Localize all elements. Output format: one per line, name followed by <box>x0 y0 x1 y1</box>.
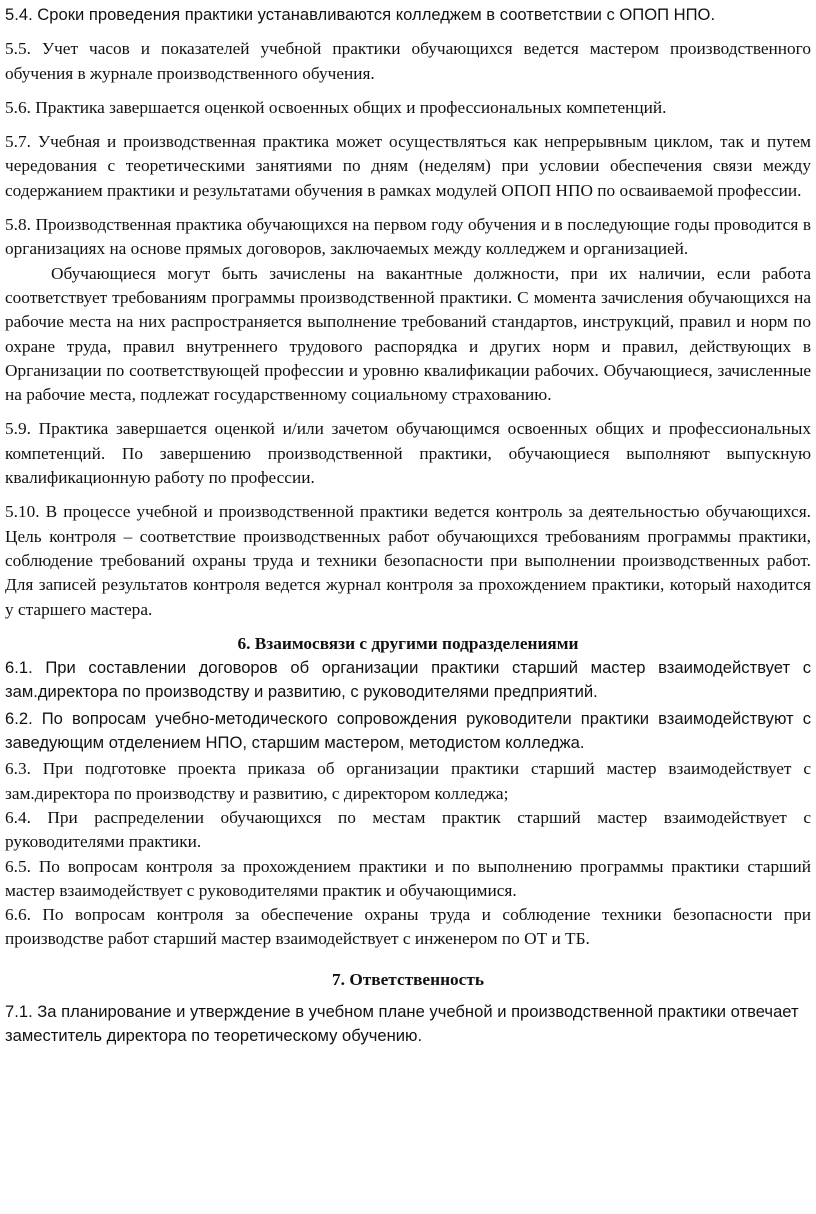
paragraph-6-6: 6.6. По вопросам контроля за обеспечение охраны труда и соблюдение техники безопасности при производстве работ старший мастер взаимодействует с инженером по ОТ и ТБ. <box>5 905 811 949</box>
paragraph-5-8-continued: Обучающиеся могут быть зачислены на вакантные должности, при их наличии, если работа соответствует требованиям программы производственной практики. С момента зачисления обучающихся на рабочие места на них распространяется выполнение требований стандартов, инструкций, правил и норм по охране труда, правил внутреннего трудового распорядка и других норм и правил, действующих в Организации по соответствующей профессии и уровню квалификации рабочих. Обучающиеся, зачисленные на рабочие места, подлежат государственному социальному страхованию. <box>5 263 811 405</box>
paragraph-6-5: 6.5. По вопросам контроля за прохождением практики и по выполнению программы практики старший мастер взаимодействует с руководителями практик и обучающимися. <box>5 856 811 900</box>
paragraph-5-5: 5.5. Учет часов и показателей учебной практики обучающихся ведется мастером производственного обучения в журнале производственного обучения. <box>5 39 811 83</box>
paragraph-5-4: 5.4. Сроки проведения практики устанавливаются колледжем в соответствии с ОПОП НПО. <box>5 5 716 24</box>
paragraph-6-3: 6.3. При подготовке проекта приказа об организации практики старший мастер взаимодействует с зам.директора по производству и развитию, с директором колледжа; <box>5 759 811 803</box>
section-6-heading: 6. Взаимосвязи с другими подразделениями <box>237 633 579 653</box>
paragraph-6-4: 6.4. При распределении обучающихся по местам практик старший мастер взаимодействует с руководителями практики. <box>5 807 811 852</box>
paragraph-5-8: 5.8. Производственная практика обучающихся на первом году обучения и в последующие годы проводится в организациях на основе прямых договоров, заключаемых между колледжем и организацией. <box>5 215 811 259</box>
paragraph-6-1: 6.1. При составлении договоров об организации практики старший мастер взаимодействует с зам.директора по производству и развитию, с руководителями предприятий. <box>5 658 811 702</box>
section-7-heading: 7. Ответственность <box>332 969 484 989</box>
paragraph-6-2: 6.2. По вопросам учебно-методического сопровождения руководители практики взаимодействуют с заведующим отделением НПО, старшим мастером, методистом колледжа. <box>5 708 811 753</box>
paragraph-5-9: 5.9. Практика завершается оценкой и/или зачетом обучающимся освоенных общих и профессиональных компетенций. По завершению производственной практики, обучающиеся выполняют выпускную квалификационную работу по профессии. <box>5 419 811 488</box>
paragraph-7-1: 7.1. За планирование и утверждение в учебном плане учебной и производственной практики отвечает заместитель директора по теоретическому обучению. <box>5 1001 799 1046</box>
paragraph-5-6: 5.6. Практика завершается оценкой освоенных общих и профессиональных компетенций. <box>5 97 667 117</box>
paragraph-5-7: 5.7. Учебная и производственная практика может осуществляться как непрерывным циклом, так и путем чередования с теоретическими занятиями по дням (неделям) при условии обеспечения связи между содержанием практики и результатами обучения в рамках модулей ОПОП НПО по осваиваемой профессии. <box>5 132 811 200</box>
paragraph-5-10: 5.10. В процессе учебной и производственной практики ведется контроль за деятельностью обучающихся. Цель контроля – соответствие производственных работ обучающихся требованиям программы практики, соблюдение требований охраны труда и техники безопасности при выполнении производственных работ. Для записей результатов контроля ведется журнал контроля за прохождением практики, который находится у старшего мастера. <box>5 502 811 619</box>
